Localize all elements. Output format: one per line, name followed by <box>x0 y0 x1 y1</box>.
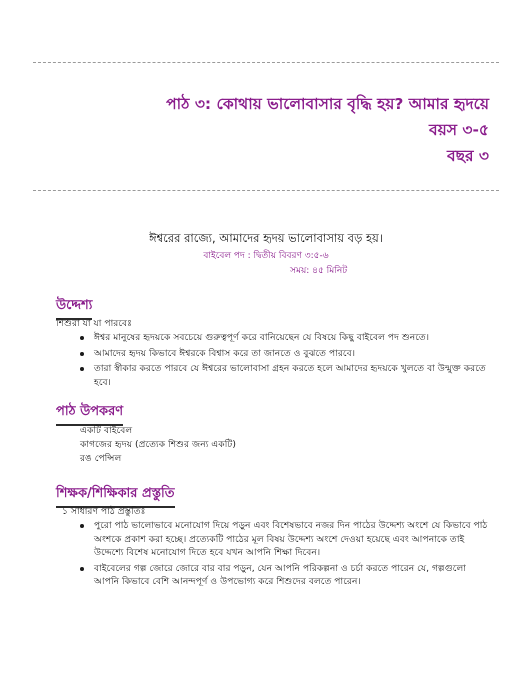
list-item: আমাদের হৃদয় কিভাবে ঈশ্বরকে বিশ্বাস করে তা জানতে ও বুঝতে পারবে। <box>80 347 488 361</box>
prep-heading-text: শিক্ষক/শিক্ষিকার প্রস্তুতি <box>56 486 175 501</box>
bullet-icon <box>80 567 84 571</box>
bullet-icon <box>80 367 84 371</box>
top-divider <box>33 62 499 63</box>
materials-heading-text: পাঠ উপকরণ <box>56 404 124 419</box>
objective-lead: শিশুরা যা যা পারবেঃ <box>56 318 133 329</box>
bullet-icon <box>80 352 84 356</box>
bullet-icon <box>80 336 84 340</box>
prep-lead: ১ সাধারণ পাঠ প্রস্তুতিঃ <box>62 506 146 517</box>
lesson-theme: ঈশ্বরের রাজ্যে, আমাদের হৃদয় ভালোবাসায় বড় হয়। <box>149 231 383 245</box>
list-item: বাইবেলের গল্প জোরে জোরে বার বার পড়ুন, যেন আপনি পরিকল্পনা ও চর্চা করতে পারেন যে, গল্পগুলো আপনি কিভাবে বেশি আনন্দপূর্ণ ও উপভোগ্য করে শিশুদের বলতে পারেন। <box>80 562 488 589</box>
objective-list <box>80 331 488 391</box>
list-item: পুরো পাঠ ভালোভাবে মনোযোগ দিয়ে পড়ুন এবং বিশেষভাবে নজর দিন পাঠের উদ্দেশ্য অংশে যে কিভাবে পাঠ অংশকে প্রকাশ করা হচ্ছে। প্রত্যেকটি পাঠের মূল বিষয় উদ্দেশ্য অংশে দেওয়া হয়েছে এবং আপনাকে তাই উদ্দেশ্যে বিশেষ মনোযোগ দিতে হবে যখন আপনি শিক্ষা দিবেন। <box>80 519 488 560</box>
bible-passage: বাইবেল পদ : দ্বিতীয় বিবরণ ৩:৫-৬ <box>203 251 329 261</box>
year-label: বছর ৩ <box>446 147 489 165</box>
lesson-title: পাঠ ৩: কোথায় ভালোবাসার বৃদ্ধি হয়? আমার হৃদয়ে <box>166 95 489 113</box>
list-item: তারা স্বীকার করতে পারবে যে ঈশ্বরের ভালোবাসা গ্রহন করতে হলে আমাদের হৃদয়কে খুলতে বা উন্মুক্ত করতে হবে। <box>80 362 488 389</box>
prep-list <box>80 519 488 591</box>
material-item: রঙ পেন্সিল <box>80 453 122 464</box>
header-divider <box>33 190 499 191</box>
age-range: বয়স ৩-৫ <box>429 121 489 139</box>
bullet-icon <box>80 524 84 528</box>
objective-heading-text: উদ্দেশ্য <box>56 298 93 313</box>
duration: সময়: ৪৫ মিনিট <box>290 266 348 276</box>
material-item: একটি বাইবেল <box>80 425 133 436</box>
list-item: ঈশ্বর মানুষের হৃদয়কে সবচেয়ে গুরুত্বপূর্ণ করে বানিয়েছেন যে বিষয়ে কিছু বাইবেল পদ শুনতে। <box>80 331 488 345</box>
material-item: কাগজের হৃদয় (প্রত্যেক শিশুর জন্য একটি) <box>80 439 236 450</box>
materials-heading <box>56 402 123 426</box>
